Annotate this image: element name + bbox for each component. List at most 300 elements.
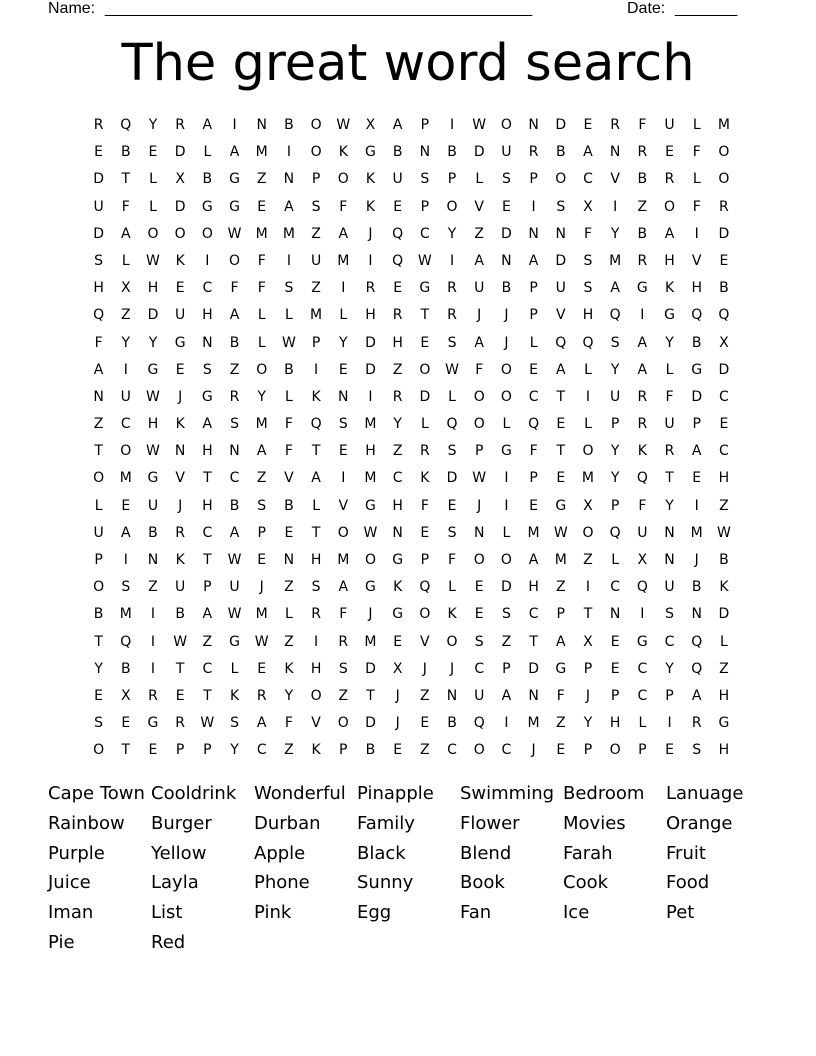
grid-letter[interactable]: B — [392, 144, 403, 161]
grid-letter[interactable]: T — [94, 633, 103, 650]
grid-letter[interactable]: O — [500, 552, 512, 568]
grid-letter[interactable]: I — [531, 198, 536, 215]
grid-letter[interactable]: R — [637, 252, 648, 269]
grid-letter[interactable]: E — [420, 334, 430, 351]
grid-letter[interactable]: O — [337, 524, 349, 541]
grid-letter[interactable]: M — [364, 416, 377, 433]
grid-letter[interactable]: Y — [447, 225, 457, 242]
grid-letter[interactable]: I — [150, 606, 156, 623]
grid-letter[interactable]: M — [255, 144, 268, 161]
grid-letter[interactable]: I — [694, 225, 699, 242]
grid-letter[interactable]: W — [146, 443, 160, 460]
grid-letter[interactable]: U — [664, 117, 675, 133]
grid-letter[interactable]: P — [502, 660, 511, 677]
grid-letter[interactable]: F — [583, 225, 592, 242]
grid-letter[interactable]: E — [420, 715, 430, 732]
grid-letter[interactable]: H — [202, 443, 213, 460]
grid-letter[interactable]: E — [121, 497, 131, 514]
grid-letter[interactable]: M — [337, 552, 350, 568]
grid-letter[interactable]: B — [501, 280, 512, 297]
grid-letter[interactable]: J — [585, 687, 591, 704]
grid-letter[interactable]: O — [609, 742, 621, 759]
grid-letter[interactable]: D — [365, 660, 376, 677]
grid-letter[interactable]: A — [392, 117, 403, 133]
grid-letter[interactable]: Z — [256, 171, 267, 188]
grid-letter[interactable]: S — [202, 361, 212, 378]
grid-letter[interactable]: W — [553, 524, 568, 541]
grid-letter[interactable]: J — [178, 388, 183, 405]
grid-letter[interactable]: M — [554, 552, 567, 568]
grid-letter[interactable]: G — [174, 334, 186, 351]
grid-letter[interactable]: D — [691, 388, 703, 405]
grid-letter[interactable]: T — [420, 307, 430, 324]
grid-letter[interactable]: S — [230, 416, 239, 433]
grid-letter[interactable]: G — [500, 443, 512, 460]
grid-letter[interactable]: O — [473, 742, 485, 759]
grid-letter[interactable]: C — [202, 524, 213, 541]
grid-letter[interactable]: L — [584, 416, 592, 433]
grid-letter[interactable]: F — [638, 117, 647, 133]
grid-letter[interactable]: B — [284, 117, 294, 133]
grid-letter[interactable]: M — [364, 470, 377, 487]
grid-letter[interactable]: J — [504, 334, 509, 351]
grid-letter[interactable]: Z — [284, 742, 294, 759]
grid-letter[interactable]: M — [527, 715, 540, 732]
grid-letter[interactable]: E — [583, 117, 593, 133]
grid-letter[interactable]: Y — [94, 660, 103, 677]
grid-letter[interactable]: O — [256, 361, 268, 378]
grid-letter[interactable]: Z — [555, 715, 566, 732]
grid-letter[interactable]: A — [229, 524, 240, 541]
grid-letter[interactable]: P — [420, 117, 430, 133]
grid-letter[interactable]: Z — [637, 198, 648, 215]
grid-letter[interactable]: K — [393, 579, 403, 596]
grid-letter[interactable]: W — [417, 252, 432, 269]
grid-letter[interactable]: O — [555, 171, 567, 188]
grid-letter[interactable]: A — [583, 144, 593, 161]
grid-letter[interactable]: Z — [202, 633, 213, 650]
grid-letter[interactable]: E — [692, 470, 702, 487]
grid-letter[interactable]: D — [174, 144, 186, 161]
grid-letter[interactable]: P — [447, 171, 457, 188]
grid-letter[interactable]: G — [201, 388, 213, 405]
grid-letter[interactable]: Z — [583, 552, 593, 568]
grid-letter[interactable]: T — [121, 171, 131, 188]
grid-letter[interactable]: U — [637, 524, 648, 541]
grid-letter[interactable]: R — [175, 524, 186, 541]
grid-letter[interactable]: J — [422, 660, 427, 677]
grid-letter[interactable]: I — [286, 252, 291, 269]
grid-letter[interactable]: R — [311, 606, 321, 623]
grid-letter[interactable]: B — [229, 334, 240, 351]
grid-letter[interactable]: N — [664, 552, 675, 568]
grid-letter[interactable]: T — [203, 687, 212, 704]
grid-letter[interactable]: O — [147, 225, 159, 242]
grid-letter[interactable]: U — [664, 579, 675, 596]
grid-letter[interactable]: Z — [420, 742, 430, 759]
grid-letter[interactable]: H — [691, 280, 702, 297]
grid-letter[interactable]: I — [667, 715, 672, 732]
grid-letter[interactable]: E — [719, 416, 729, 433]
grid-letter[interactable]: H — [310, 660, 322, 677]
grid-letter[interactable]: C — [256, 742, 267, 759]
grid-letter[interactable]: T — [203, 552, 212, 568]
grid-letter[interactable]: X — [365, 117, 376, 133]
grid-letter[interactable]: A — [637, 334, 648, 351]
grid-letter[interactable]: P — [529, 171, 538, 188]
grid-letter[interactable]: U — [474, 280, 485, 297]
grid-letter[interactable]: A — [501, 687, 512, 704]
grid-letter[interactable]: Y — [610, 443, 620, 460]
grid-letter[interactable]: P — [583, 660, 593, 677]
grid-letter[interactable]: O — [718, 171, 730, 188]
grid-letter[interactable]: B — [719, 280, 729, 297]
grid-letter[interactable]: C — [610, 579, 621, 596]
grid-letter[interactable]: L — [203, 144, 212, 161]
grid-letter[interactable]: R — [392, 388, 403, 405]
grid-letter[interactable]: Q — [419, 579, 431, 596]
grid-letter[interactable]: F — [121, 198, 130, 215]
grid-letter[interactable]: I — [123, 361, 128, 378]
grid-letter[interactable]: C — [229, 470, 240, 487]
grid-letter[interactable]: J — [259, 579, 264, 596]
grid-letter[interactable]: A — [93, 361, 104, 378]
grid-letter[interactable]: S — [284, 280, 294, 297]
grid-letter[interactable]: V — [175, 470, 185, 487]
grid-letter[interactable]: N — [174, 443, 186, 460]
grid-letter[interactable]: L — [257, 307, 266, 324]
grid-letter[interactable]: V — [338, 497, 349, 514]
grid-letter[interactable]: Z — [392, 361, 403, 378]
grid-letter[interactable]: R — [148, 687, 158, 704]
grid-letter[interactable]: E — [556, 742, 566, 759]
grid-letter[interactable]: G — [147, 361, 159, 378]
grid-letter[interactable]: B — [202, 171, 213, 188]
grid-letter[interactable]: I — [368, 388, 373, 405]
grid-letter[interactable]: U — [120, 388, 131, 405]
grid-letter[interactable]: G — [636, 633, 648, 650]
grid-letter[interactable]: O — [500, 361, 512, 378]
grid-letter[interactable]: T — [311, 443, 321, 460]
grid-letter[interactable]: I — [150, 633, 156, 650]
grid-letter[interactable]: F — [529, 443, 538, 460]
grid-letter[interactable]: Q — [636, 470, 648, 487]
grid-letter[interactable]: Y — [230, 742, 239, 759]
grid-letter[interactable]: E — [529, 361, 539, 378]
grid-letter[interactable]: L — [149, 171, 157, 188]
grid-letter[interactable]: S — [447, 443, 457, 460]
grid-letter[interactable]: O — [582, 524, 594, 541]
grid-letter[interactable]: E — [420, 524, 430, 541]
grid-letter[interactable]: B — [447, 715, 457, 732]
grid-letter[interactable]: R — [664, 171, 675, 188]
grid-letter[interactable]: K — [311, 742, 321, 759]
grid-letter[interactable]: I — [694, 497, 699, 514]
grid-letter[interactable]: S — [501, 171, 511, 188]
grid-letter[interactable]: O — [337, 715, 349, 732]
grid-letter[interactable]: P — [420, 552, 430, 568]
date-field[interactable]: _______ — [675, 0, 738, 17]
grid-letter[interactable]: W — [281, 334, 296, 351]
grid-letter[interactable]: I — [504, 715, 509, 732]
grid-letter[interactable]: D — [93, 225, 104, 242]
grid-letter[interactable]: N — [419, 144, 431, 161]
grid-letter[interactable]: A — [664, 225, 675, 242]
grid-letter[interactable]: U — [175, 579, 186, 596]
grid-letter[interactable]: E — [474, 606, 484, 623]
grid-letter[interactable]: M — [255, 225, 268, 242]
grid-letter[interactable]: K — [175, 416, 185, 433]
grid-letter[interactable]: L — [149, 198, 157, 215]
grid-letter[interactable]: B — [175, 606, 185, 623]
grid-letter[interactable]: I — [286, 144, 291, 161]
grid-letter[interactable]: K — [637, 443, 647, 460]
grid-letter[interactable]: H — [310, 552, 322, 568]
grid-letter[interactable]: Y — [339, 334, 348, 351]
grid-letter[interactable]: O — [500, 117, 512, 133]
grid-letter[interactable]: D — [501, 579, 512, 596]
grid-letter[interactable]: F — [284, 715, 293, 732]
grid-letter[interactable]: Z — [420, 687, 430, 704]
grid-letter[interactable]: R — [691, 715, 702, 732]
grid-letter[interactable]: A — [528, 552, 539, 568]
grid-letter[interactable]: J — [477, 307, 482, 324]
grid-letter[interactable]: S — [311, 579, 321, 596]
grid-letter[interactable]: R — [419, 443, 430, 460]
grid-letter[interactable]: Z — [284, 633, 294, 650]
grid-letter[interactable]: I — [613, 198, 618, 215]
grid-letter[interactable]: O — [120, 443, 132, 460]
grid-letter[interactable]: N — [93, 388, 104, 405]
grid-letter[interactable]: S — [665, 606, 674, 623]
grid-letter[interactable]: L — [584, 361, 592, 378]
grid-letter[interactable]: O — [310, 144, 322, 161]
grid-letter[interactable]: O — [473, 416, 485, 433]
grid-letter[interactable]: Q — [310, 416, 322, 433]
grid-letter[interactable]: E — [556, 470, 566, 487]
grid-letter[interactable]: D — [718, 606, 730, 623]
grid-letter[interactable]: P — [529, 307, 538, 324]
grid-letter[interactable]: O — [582, 443, 594, 460]
grid-letter[interactable]: U — [310, 252, 322, 269]
grid-letter[interactable]: O — [229, 252, 241, 269]
grid-letter[interactable]: P — [665, 687, 674, 704]
grid-letter[interactable]: W — [363, 524, 378, 541]
grid-letter[interactable]: S — [583, 280, 593, 297]
grid-letter[interactable]: B — [691, 579, 702, 596]
grid-letter[interactable]: O — [664, 198, 676, 215]
grid-letter[interactable]: M — [119, 470, 132, 487]
grid-letter[interactable]: N — [147, 552, 159, 568]
grid-letter[interactable]: N — [256, 117, 267, 133]
grid-letter[interactable]: G — [555, 497, 567, 514]
grid-letter[interactable]: I — [640, 307, 645, 324]
grid-letter[interactable]: Y — [148, 117, 158, 133]
grid-letter[interactable]: R — [365, 280, 376, 297]
grid-letter[interactable]: T — [583, 606, 593, 623]
grid-letter[interactable]: W — [227, 225, 242, 242]
grid-letter[interactable]: W — [173, 633, 188, 650]
grid-letter[interactable]: X — [120, 687, 131, 704]
grid-letter[interactable]: B — [447, 144, 457, 161]
grid-letter[interactable]: Y — [665, 660, 674, 677]
grid-letter[interactable]: O — [419, 361, 431, 378]
grid-letter[interactable]: Q — [120, 633, 132, 650]
grid-letter[interactable]: O — [473, 552, 485, 568]
grid-letter[interactable]: O — [500, 388, 512, 405]
grid-letter[interactable]: A — [120, 524, 131, 541]
grid-letter[interactable]: S — [447, 524, 457, 541]
grid-letter[interactable]: H — [202, 497, 213, 514]
grid-letter[interactable]: X — [719, 334, 729, 351]
grid-letter[interactable]: Y — [148, 334, 158, 351]
grid-letter[interactable]: Z — [256, 470, 267, 487]
grid-letter[interactable]: H — [365, 443, 376, 460]
grid-letter[interactable]: S — [474, 633, 484, 650]
grid-letter[interactable]: E — [447, 497, 457, 514]
grid-letter[interactable]: L — [475, 171, 484, 188]
grid-letter[interactable]: B — [229, 497, 240, 514]
grid-letter[interactable]: D — [528, 660, 539, 677]
grid-letter[interactable]: K — [229, 687, 240, 704]
grid-letter[interactable]: K — [420, 470, 430, 487]
grid-letter[interactable]: O — [473, 388, 485, 405]
grid-letter[interactable]: Q — [609, 524, 621, 541]
grid-letter[interactable]: R — [93, 117, 104, 133]
grid-letter[interactable]: E — [665, 144, 674, 161]
grid-letter[interactable]: G — [555, 660, 567, 677]
grid-letter[interactable]: G — [365, 144, 376, 161]
grid-letter[interactable]: K — [447, 606, 457, 623]
grid-letter[interactable]: T — [556, 443, 566, 460]
grid-letter[interactable]: T — [556, 388, 566, 405]
grid-letter[interactable]: Q — [691, 633, 703, 650]
grid-letter[interactable]: F — [556, 687, 565, 704]
grid-letter[interactable]: W — [227, 552, 242, 568]
grid-letter[interactable]: O — [93, 579, 105, 596]
grid-letter[interactable]: C — [637, 687, 648, 704]
grid-letter[interactable]: C — [528, 388, 539, 405]
grid-letter[interactable]: N — [392, 524, 403, 541]
grid-letter[interactable]: L — [638, 715, 647, 732]
grid-letter[interactable]: F — [94, 334, 103, 351]
grid-letter[interactable]: L — [448, 388, 456, 405]
grid-letter[interactable]: P — [529, 470, 538, 487]
grid-letter[interactable]: A — [555, 633, 566, 650]
grid-letter[interactable]: C — [528, 606, 539, 623]
grid-letter[interactable]: A — [202, 606, 213, 623]
grid-letter[interactable]: L — [502, 524, 511, 541]
grid-letter[interactable]: L — [448, 579, 456, 596]
grid-letter[interactable]: Q — [609, 307, 621, 324]
grid-letter[interactable]: F — [257, 252, 266, 269]
grid-letter[interactable]: R — [392, 307, 403, 324]
grid-letter[interactable]: I — [314, 361, 319, 378]
grid-letter[interactable]: P — [610, 497, 620, 514]
grid-letter[interactable]: N — [528, 117, 539, 133]
grid-letter[interactable]: I — [504, 470, 509, 487]
grid-letter[interactable]: F — [475, 361, 484, 378]
grid-letter[interactable]: M — [119, 606, 132, 623]
grid-letter[interactable]: D — [718, 361, 730, 378]
grid-letter[interactable]: N — [555, 225, 567, 242]
grid-letter[interactable]: P — [692, 416, 701, 433]
grid-letter[interactable]: I — [504, 497, 509, 514]
grid-letter[interactable]: S — [501, 606, 511, 623]
grid-letter[interactable]: F — [284, 443, 293, 460]
grid-letter[interactable]: N — [338, 388, 349, 405]
grid-letter[interactable]: L — [121, 252, 130, 269]
grid-letter[interactable]: D — [147, 307, 159, 324]
grid-letter[interactable]: N — [446, 687, 458, 704]
grid-letter[interactable]: U — [501, 144, 512, 161]
grid-letter[interactable]: M — [282, 225, 295, 242]
grid-letter[interactable]: K — [365, 171, 376, 188]
grid-letter[interactable]: G — [229, 633, 240, 650]
grid-letter[interactable]: I — [449, 252, 455, 269]
grid-letter[interactable]: Q — [636, 579, 648, 596]
grid-letter[interactable]: A — [637, 361, 648, 378]
grid-letter[interactable]: J — [395, 715, 400, 732]
grid-letter[interactable]: U — [147, 497, 159, 514]
grid-letter[interactable]: J — [368, 606, 373, 623]
grid-letter[interactable]: C — [719, 443, 729, 460]
grid-letter[interactable]: X — [583, 497, 593, 514]
grid-letter[interactable]: Q — [93, 307, 105, 324]
grid-letter[interactable]: R — [175, 715, 186, 732]
grid-letter[interactable]: P — [556, 606, 565, 623]
grid-letter[interactable]: E — [719, 252, 729, 269]
grid-letter[interactable]: Z — [474, 225, 485, 242]
grid-letter[interactable]: K — [664, 280, 675, 297]
grid-letter[interactable]: A — [610, 280, 620, 297]
grid-letter[interactable]: N — [283, 171, 295, 188]
grid-letter[interactable]: E — [284, 524, 294, 541]
grid-letter[interactable]: M — [255, 416, 268, 433]
grid-letter[interactable]: A — [202, 117, 213, 133]
grid-letter[interactable]: A — [256, 443, 267, 460]
grid-letter[interactable]: D — [419, 388, 431, 405]
grid-letter[interactable]: L — [94, 497, 103, 514]
grid-letter[interactable]: H — [147, 280, 159, 297]
grid-letter[interactable]: P — [610, 416, 620, 433]
grid-letter[interactable]: J — [449, 660, 455, 677]
grid-letter[interactable]: Q — [120, 117, 132, 133]
grid-letter[interactable]: Q — [392, 225, 404, 242]
grid-letter[interactable]: O — [446, 198, 458, 215]
grid-letter[interactable]: S — [257, 497, 267, 514]
grid-letter[interactable]: J — [694, 552, 699, 568]
grid-letter[interactable]: M — [581, 470, 595, 487]
grid-letter[interactable]: F — [638, 497, 647, 514]
grid-letter[interactable]: K — [365, 198, 376, 215]
grid-letter[interactable]: D — [555, 252, 567, 269]
grid-letter[interactable]: A — [691, 443, 702, 460]
grid-letter[interactable]: R — [528, 144, 539, 161]
grid-letter[interactable]: F — [339, 198, 348, 215]
grid-letter[interactable]: Q — [473, 715, 485, 732]
grid-letter[interactable]: Z — [93, 416, 104, 433]
grid-letter[interactable]: D — [365, 715, 376, 732]
grid-letter[interactable]: E — [257, 198, 267, 215]
grid-letter[interactable]: U — [664, 416, 675, 433]
grid-letter[interactable]: Z — [311, 225, 321, 242]
grid-letter[interactable]: H — [365, 307, 376, 324]
grid-letter[interactable]: O — [310, 117, 322, 133]
grid-letter[interactable]: C — [447, 742, 457, 759]
grid-letter[interactable]: G — [365, 579, 376, 596]
grid-letter[interactable]: N — [691, 606, 702, 623]
